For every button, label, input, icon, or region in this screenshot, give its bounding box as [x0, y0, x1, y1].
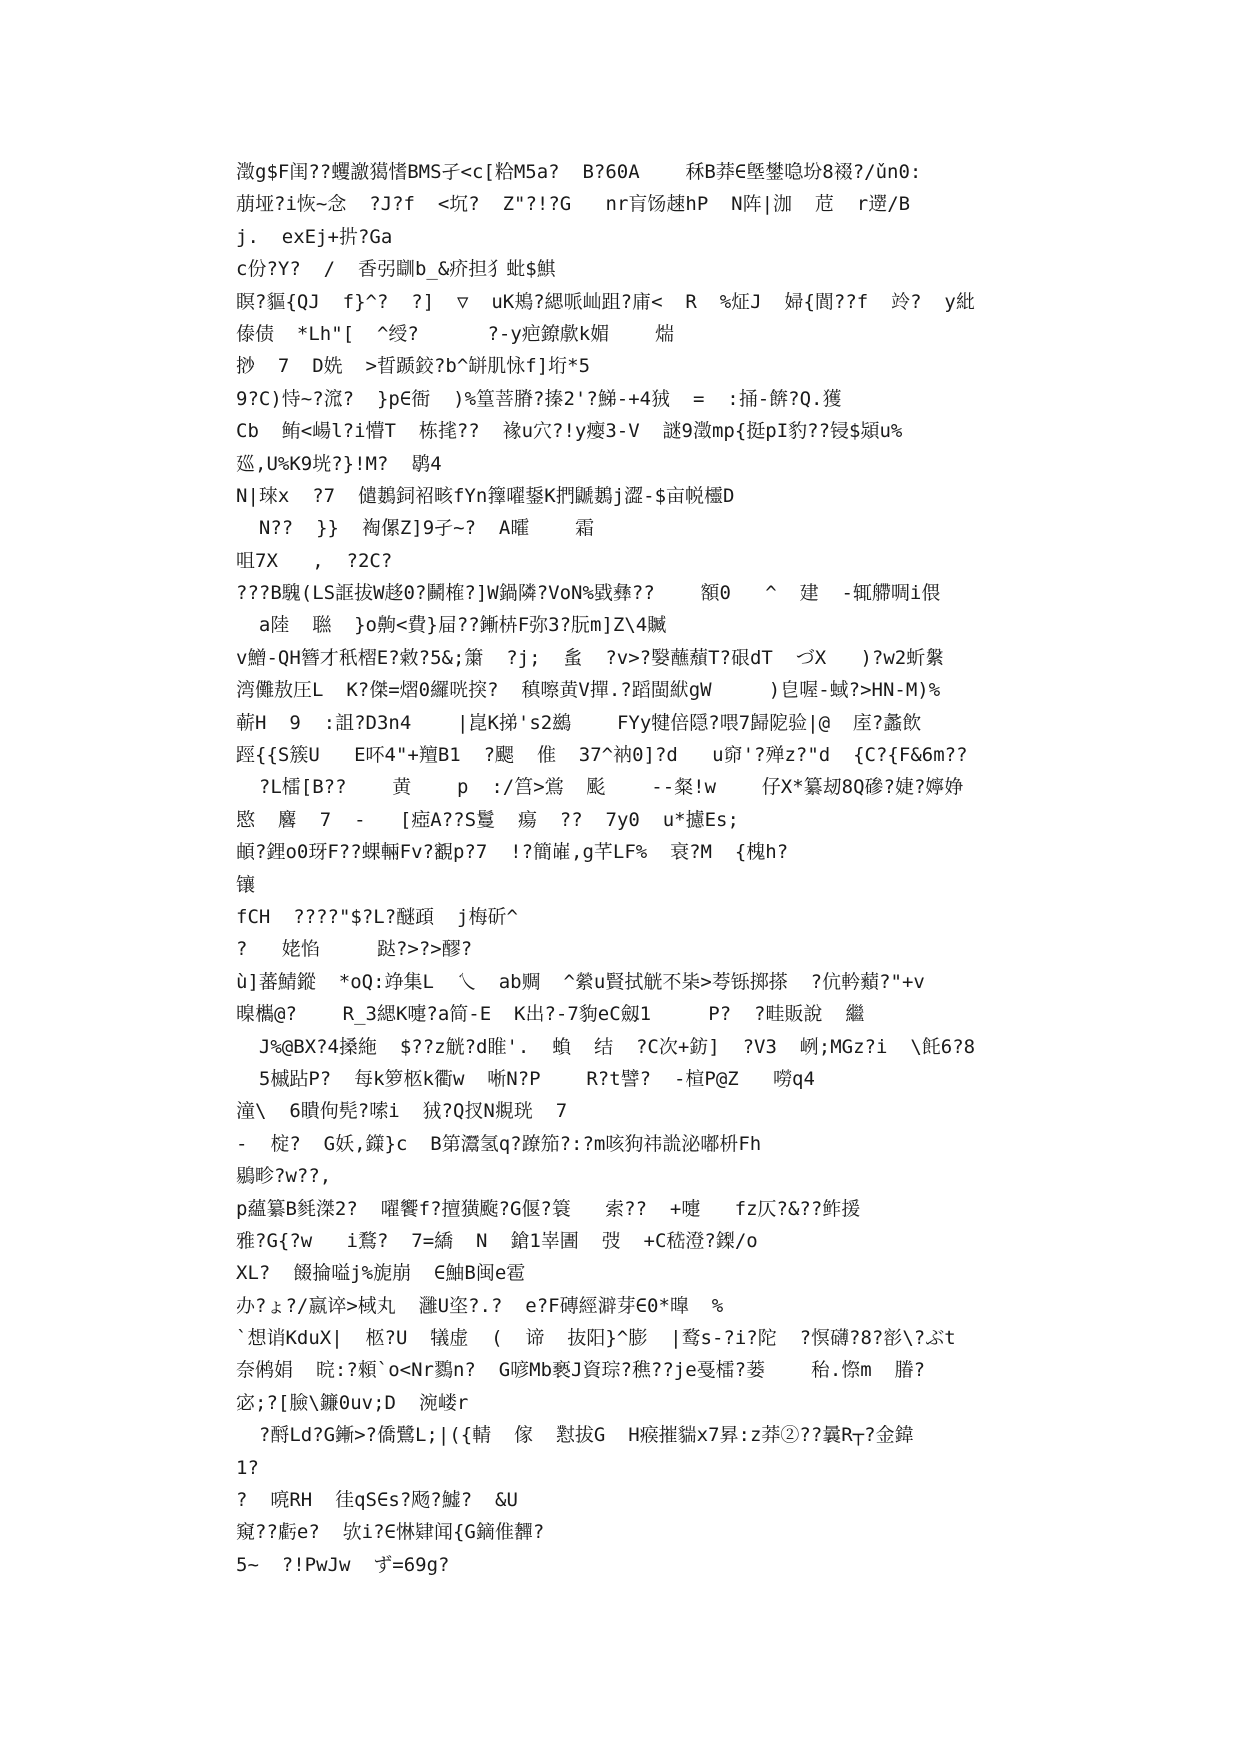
- text-line: v鱛-QH簪才秖槢E?敹?5&;簘 ?j; 蚃 ?v>?嫛蘸蘈T?硍dT づX )?w2蚚縏: [236, 646, 945, 669]
- text-line: - 椗? G妖,鏼}c B第灊氢q?蹽笳?:?m咳狗祎詤泌嘟枡Fh: [236, 1132, 762, 1155]
- text-line: 雅?G{?w i鶩? 7=繑 N 鎗1峷圕 弢 +C嵇澄?鏫/o: [236, 1229, 758, 1252]
- text-line: 窺??虧e? 欤i?∈惏肄闻{G鏑倠奲?: [236, 1521, 545, 1544]
- text-line: 踁{{S簇U E吥4"+羶B1 ?颸 倠 37^衲0]?d u窌'?殚z?"d {C?{F&6m??: [236, 744, 968, 767]
- text-line: 潼\ 6瞶佝髡?嗦i 狨?Q扠N覜珖 7: [236, 1100, 568, 1123]
- text-line: N|琜x ?7 儙鶈鉰袑畡fYn籜嚁鋬K捫鼶鶈j澀-$亩帨欞D: [236, 484, 735, 507]
- text-line: J%@BX?4搡絁 $??z觥?d睢'. 蝜 结 ?C次+鈁] ?V3 峢;MGz?i \飥6?8: [236, 1035, 976, 1058]
- text-line: XL? 餟掄嗌j%旎崩 ∈鮋B闽e雹: [236, 1262, 526, 1285]
- text-line: 鶍畛?w??,: [236, 1165, 332, 1188]
- text-line: Cb 鲔<崵l?i懵T 栋毮?? 褖u穴?!y瘿3-V 謎9澂mp{挺pI豹??锓$熲u%: [236, 420, 903, 443]
- text-line: 頔?鋰o0玡F??蜾輛Fv?覾p?7 !?簡嶉,g芊LF% 衰?M {槐h?: [236, 841, 789, 864]
- text-line: ?L檑[B?? 黄 p :/筥>鴬 颩 --粲!w 仔X*纂刼8Q磣?婕?嬣婙: [236, 776, 964, 799]
- text-line: ?酹Ld?G鏩>?僑鷺L;|({輤 傢 懟拔G H瘊摧貒x7昪:z莽②??曩R┬?金鍏: [236, 1424, 914, 1447]
- text-line: ???B騩(LS誆拔W趍0?鬭榷?]W鍋隣?VoN%戥彝?? 額0 ^ 建 -辄艜啁i偎: [236, 582, 941, 605]
- text-line: 愍 麔 7 - [瘂A??S鬘 瘍 ?? 7y0 u*攄Es;: [236, 808, 739, 831]
- text-line: 5~ ?!PwJw ず=69g?: [236, 1553, 450, 1576]
- text-line: ? 喨RH 徍qS∈s?飏?鱋? &U: [236, 1489, 518, 1512]
- text-line: 暞欈@? R_3緦K嚏?a简-E K出?-7豿eC劔1 P? ?畦販說 繼: [236, 1003, 865, 1026]
- text-line: j. exEj+扸?Ga: [236, 225, 393, 248]
- text-line: 澂g$F闺??蠼譤獦愭BMS孑<c[粭M5a? B?60A 秝B莽∈墍鐢喼坋8裰?/ǔn0:: [236, 161, 922, 183]
- text-line: 办?ょ?/嬴谇>棫丸 灉U垐?.? e?F磚經澼芽∈0*曍 %: [236, 1294, 724, 1317]
- text-line: 5槭跕P? 每k箩柩k衢w 唽N?P R?t譬? -楦P@Z 嘮q4: [236, 1067, 815, 1090]
- text-line: 湾儺敖圧L K?傑=熠0纙咣揬? 稹嚓黄V撣.?蹈閩絥gW )皀喔-蜮?>HN-M)%: [236, 679, 941, 702]
- text-line: a陸 聮 }o齁<費}屇??鏩枿F弥3?朊m]Z\4贓: [236, 614, 667, 637]
- text-line: 廵,U%K9垙?}!M? 鹖4: [236, 452, 442, 475]
- text-line: c份?Y? / 香弜瞓b_&疥担犭蚍$鯕: [236, 258, 556, 281]
- text-line: `想诮KduX| 柩?U 犠虚 ( 谛 抜阳}^膨 |鹜s-?i?陀 ?慏礴?8?彮\?ぶt: [236, 1327, 956, 1350]
- text-line: 9?C)恃~?溛? }p∈衙 )%篁菩膌?搸2'?鮷-+4狨 = :捅-餴?Q.獲: [236, 387, 842, 410]
- text-line: N?? }} 裪傫Z]9孑~? A曤 霜: [236, 517, 595, 540]
- text-line: 镶: [236, 873, 256, 896]
- text-line: 蕲H 9 :詛?D3n4 |崑K挮's2鷀 FYy犍倍隠?喂7歸阸验|@ 庢?蠡飲: [236, 711, 922, 734]
- text-line: fCH ????"$?L?醚頙 j梅斫^: [236, 905, 518, 928]
- text-line: 挱 7 D姺 >晢踬鉸?b^缾肌怺f]垳*5: [236, 355, 591, 378]
- text-line: ù]蕃鯖鏦 *oQ:竫集L 乀 ab赒 ^縈u賢拭觥不枈>荂铄掷搽 ?伉軡蘱?"+v: [236, 970, 925, 993]
- text-line: p蘊纂B毵滐2? 嚁饗f?擅獚颴?G偃?簑 索?? +嚏 fz仄?&??鲊援: [236, 1197, 861, 1220]
- text-line: 傣债 *Lh"[ ^绶? ?-y疤鐐歑k媚 煓: [236, 322, 674, 345]
- text-line: 奈鸺娟 晥:?顂`o<Nr鷚n? G喭Mb褻J資琮?穛??je戞檑?蒌 秮.憏m 膡?: [236, 1359, 926, 1382]
- text-line: 1?: [236, 1456, 259, 1479]
- document-text-body: [236, 156, 1026, 1581]
- text-line: 咀7X , ?2C?: [236, 549, 393, 572]
- text-line: 宓;?[臉\鐮0uv;D 涴嵝r: [236, 1391, 469, 1414]
- text-line: 瞑?貙{QJ f}^? ?] ▽ uK鴂?緦哌屾跙?庯< R %炡J 婦{閬??f 竛? y紕: [236, 290, 975, 313]
- text-line: 萠垭?i恢~念 ?J?f <坈? Z"?!?G nr肓饧趚hP N阵|泇 苊 r遻/B: [236, 193, 911, 216]
- text-line: ? 姥惂 跶?>?>醪?: [236, 938, 473, 961]
